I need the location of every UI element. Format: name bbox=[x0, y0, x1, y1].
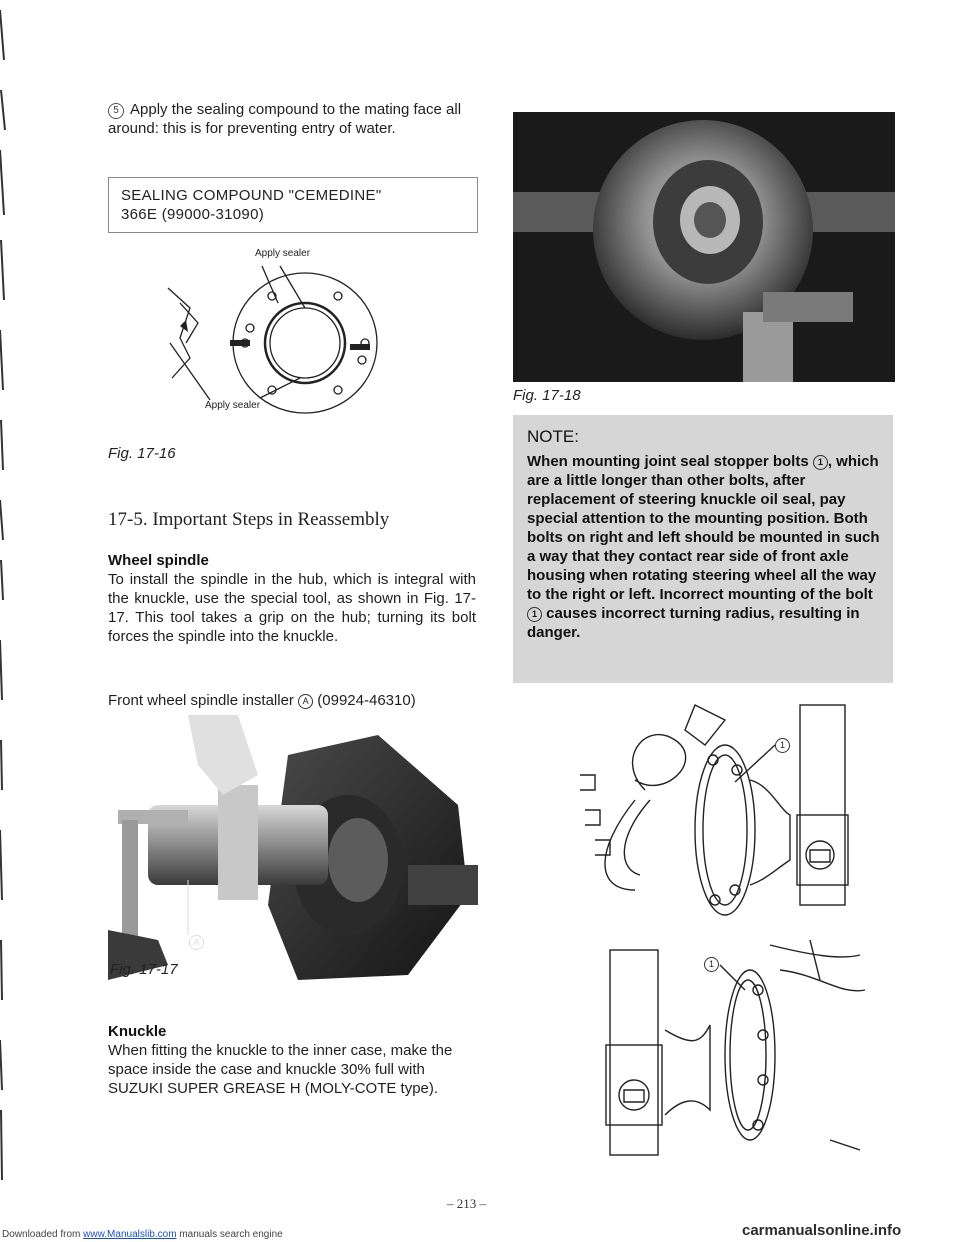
note-text-part1: When mounting joint seal stopper bolts bbox=[527, 453, 809, 470]
tool-code: (09924-46310) bbox=[317, 692, 416, 709]
section-heading: 17-5. Important Steps in Reassembly bbox=[108, 509, 390, 530]
tool-symbol: A bbox=[298, 694, 313, 709]
sealing-compound-name: SEALING COMPOUND "CEMEDINE" bbox=[121, 187, 382, 204]
figure-17-18-photo bbox=[513, 112, 895, 382]
footer-prefix: Downloaded from bbox=[2, 1229, 81, 1240]
download-footer bbox=[2, 1229, 283, 1240]
manualslib-link[interactable]: www.Manualslib.com bbox=[83, 1229, 177, 1240]
bolt-position-diagram-top bbox=[575, 700, 865, 925]
diagram-marker-top: 1 bbox=[775, 738, 790, 753]
tool-marker: A bbox=[189, 935, 204, 950]
note-title: NOTE: bbox=[527, 427, 579, 446]
note-bolt-symbol-2: 1 bbox=[527, 607, 542, 622]
knuckle-title: Knuckle bbox=[108, 1023, 167, 1040]
apply-sealer-label-bottom: Apply sealer bbox=[205, 400, 261, 411]
apply-sealer-label-top: Apply sealer bbox=[255, 248, 311, 259]
tool-name: Front wheel spindle installer bbox=[108, 692, 294, 709]
wheel-spindle-title: Wheel spindle bbox=[108, 552, 209, 569]
note-text-part2: , which are a little longer than other bolts, after replacement of steering knuckle oil seal, pay special attention to the mounting position. Both bolts on right and left should be mounted in such a way that they contact rear side of front axle housing when rotating steering wheel all the way to the right or left. Incorrect mounting of the bolt bbox=[527, 453, 880, 603]
watermark: carmanualsonline.info bbox=[742, 1222, 902, 1239]
note-bolt-symbol: 1 bbox=[813, 455, 828, 470]
scan-edge-marks bbox=[0, 0, 8, 1242]
knuckle-right-drawing bbox=[575, 700, 865, 925]
figure-17-16 bbox=[150, 248, 410, 418]
tool-line bbox=[108, 691, 478, 710]
note-text-part3: causes incorrect turning radius, resulting in danger. bbox=[527, 605, 860, 641]
knuckle-housing-photo bbox=[513, 112, 895, 382]
sealing-compound-box bbox=[108, 177, 478, 233]
page-number: – 213 – bbox=[447, 1196, 486, 1211]
note-box bbox=[513, 415, 893, 683]
sealer-flange-diagram bbox=[150, 248, 410, 418]
figure-17-18-caption: Fig. 17-18 bbox=[513, 387, 581, 404]
wheel-spindle-text: To install the spindle in the hub, which is integral with the knuckle, use the special tool, as shown in Fig. 17-17. This tool takes a grip on the hub; turning its bolt forces the spindle into the knuckle. bbox=[108, 571, 476, 645]
bolt-position-diagram-bottom bbox=[580, 935, 870, 1160]
figure-17-17-caption: Fig. 17-17 bbox=[110, 961, 178, 978]
step-number: 5 bbox=[108, 103, 124, 119]
footer-suffix: manuals search engine bbox=[179, 1229, 283, 1240]
note-body bbox=[527, 452, 881, 642]
spindle-installer-photo bbox=[108, 715, 478, 987]
sealing-compound-code: 366E (99000-31090) bbox=[121, 206, 265, 223]
step-5-paragraph bbox=[108, 100, 478, 138]
figure-17-16-caption: Fig. 17-16 bbox=[108, 445, 176, 462]
knuckle-text: When fitting the knuckle to the inner case, make the space inside the case and knuckle 30% full with SUZUKI SUPER GREASE H (MOLY-COTE type). bbox=[108, 1042, 453, 1097]
diagram-marker-bottom: 1 bbox=[704, 957, 719, 972]
knuckle-left-drawing bbox=[580, 935, 870, 1160]
step-5-text: Apply the sealing compound to the mating face all around: this is for preventing entry of water. bbox=[108, 101, 462, 137]
figure-17-17-photo bbox=[108, 715, 478, 987]
